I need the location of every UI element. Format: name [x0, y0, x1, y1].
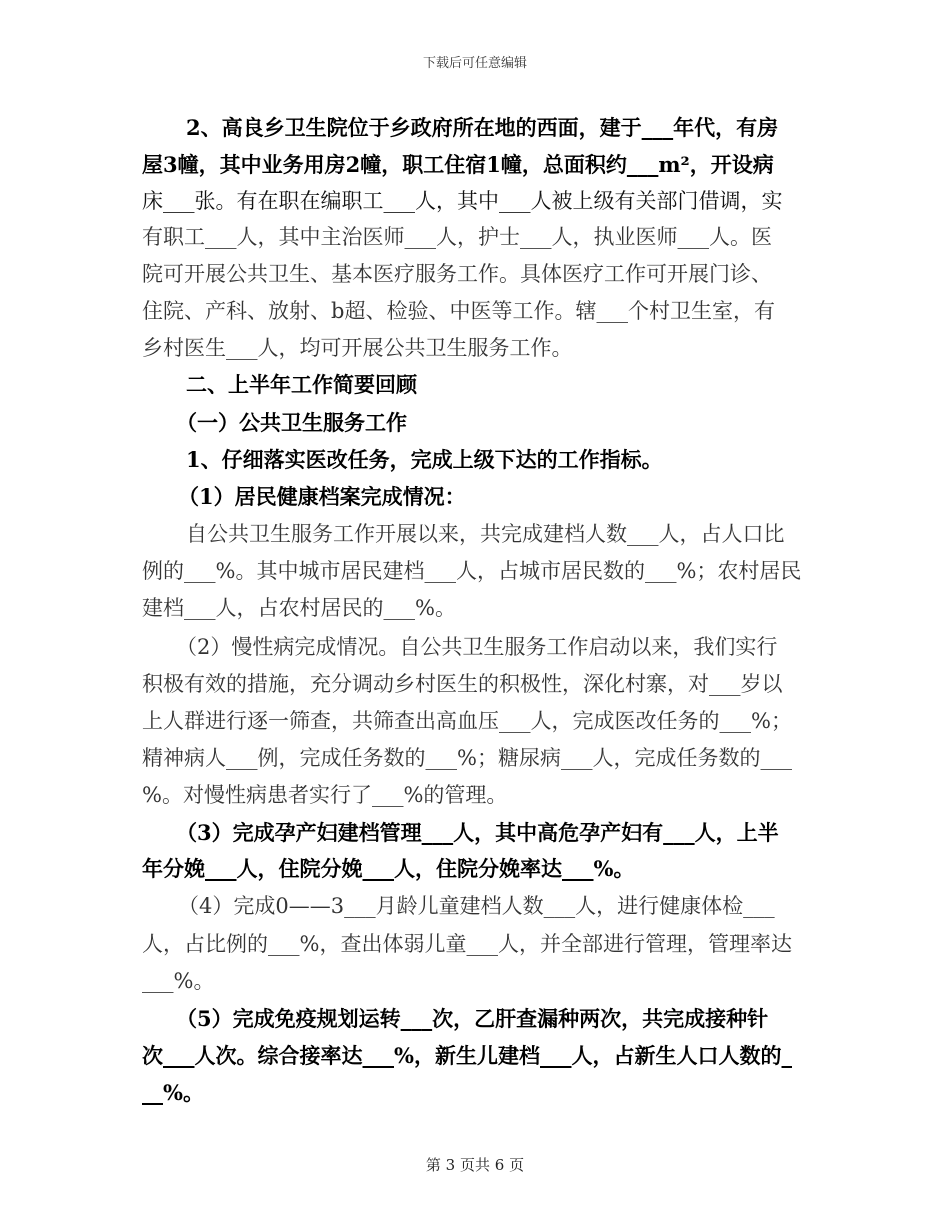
item-heading: 1、仔细落实医改任务，完成上级下达的工作指标。	[186, 447, 663, 472]
paragraph-line: 积极有效的措施，充分调动乡村医生的积极性，深化村寨，对___岁以	[142, 672, 783, 696]
paragraph-line: （2）慢性病完成情况。自公共卫生服务工作启动以来，我们实行	[176, 635, 778, 659]
paragraph-line: 人，占比例的___%，查出体弱儿童___人，并全部进行管理，管理率达	[142, 932, 792, 956]
paragraph-line: 年分娩___人，住院分娩___人，住院分娩率达___%。	[142, 856, 635, 881]
paragraph-line: 精神病人___例，完成任务数的___%；糖尿病___人，完成任务数的___	[142, 746, 792, 770]
paragraph-line: （3）完成孕产妇建档管理___人，其中高危孕产妇有___人，上半	[176, 820, 779, 845]
section-heading: 二、上半年工作简要回顾	[186, 372, 417, 397]
paragraph-line: ___%。	[142, 969, 215, 993]
paragraph-line: %。对慢性病患者实行了___%的管理。	[142, 783, 508, 807]
paragraph-line: 乡村医生___人，均可开展公共卫生服务工作。	[142, 336, 573, 360]
subsection-heading: （一）公共卫生服务工作	[176, 410, 407, 435]
paragraph-line: 例的___%。其中城市居民建档___人，占城市居民数的___%；农村居民	[142, 559, 802, 583]
paragraph-line: 次___人次。综合接率达___%，新生儿建档___人，占新生人口人数的_	[142, 1043, 792, 1068]
page-footer: 第 3 页共 6 页	[425, 1156, 525, 1174]
paragraph-line: 自公共卫生服务工作开展以来，共完成建档人数___人，占人口比	[186, 522, 785, 546]
page-header: 下载后可任意编辑	[422, 56, 527, 71]
paragraph-line: 床___张。有在职在编职工___人，其中___人被上级有关部门借调，实	[142, 189, 783, 213]
item-heading: （1）居民健康档案完成情况：	[178, 484, 466, 509]
paragraph-line: 2、高良乡卫生院位于乡政府所在地的西面，建于___年代，有房	[186, 115, 779, 140]
paragraph-line: 屋3幢，其中业务用房2幢，职工住宿1幢，总面积约___m²，开设病	[142, 152, 774, 177]
paragraph-line: 有职工___人，其中主治医师___人，护士___人，执业医师___人。医	[142, 225, 772, 249]
paragraph-line: 院可开展公共卫生、基本医疗服务工作。具体医疗工作可开展门诊、	[142, 262, 772, 286]
paragraph-line: 建档___人，占农村居民的___%。	[142, 596, 456, 620]
paragraph-line: （5）完成免疫规划运转___次，乙肝查漏种两次，共完成接种针	[176, 1006, 769, 1031]
paragraph-line: __%。	[142, 1080, 204, 1105]
paragraph-line: 上人群进行逐一筛查，共筛查出高血压___人，完成医改任务的___%；	[142, 709, 792, 733]
paragraph-line: 住院、产科、放射、b超、检验、中医等工作。辖___个村卫生室，有	[142, 299, 775, 323]
paragraph-line: （4）完成0——3___月龄儿童建档人数___人，进行健康体检___	[178, 894, 775, 918]
